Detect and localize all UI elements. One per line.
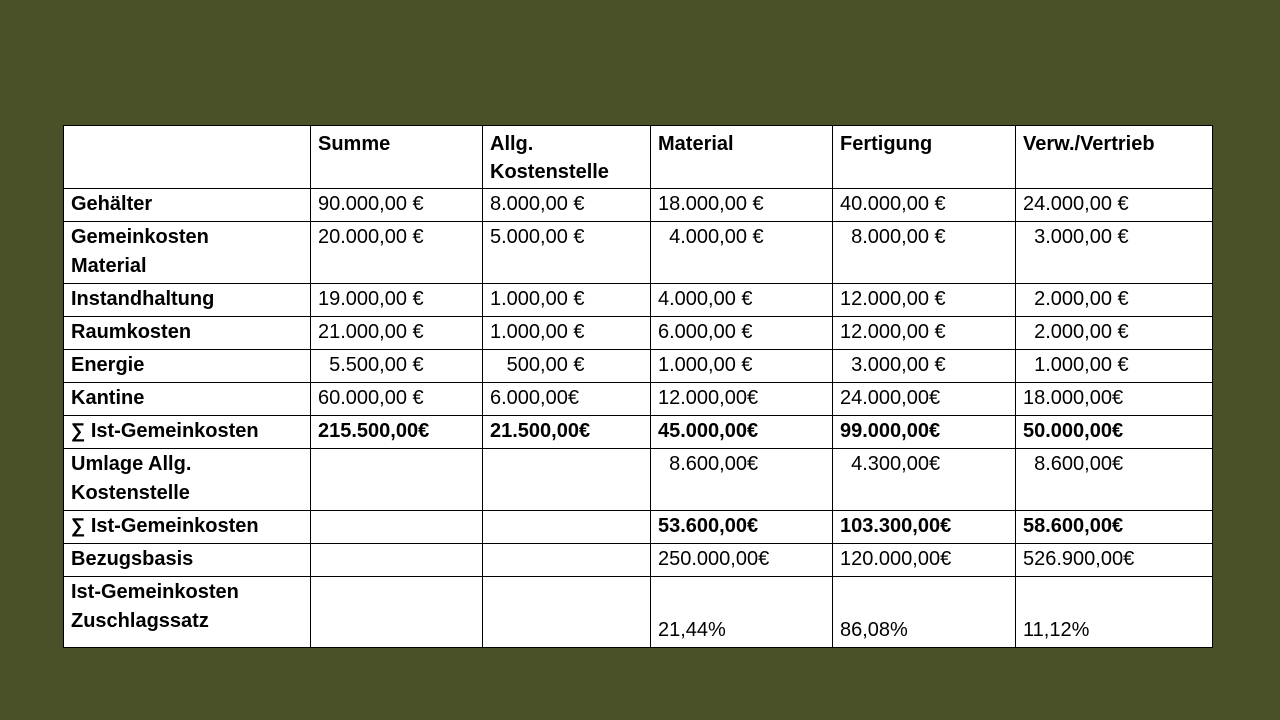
table-row — [64, 577, 1213, 648]
table-cell: 12.000,00 € — [833, 317, 1016, 350]
table-cell: 526.900,00€ — [1016, 544, 1213, 577]
table-cell — [483, 449, 651, 511]
table-cell: 3.000,00 € — [1016, 222, 1213, 284]
row-label: Instandhaltung — [64, 284, 311, 317]
table-cell: 20.000,00 € — [311, 222, 483, 284]
table-cell — [311, 544, 483, 577]
table-row — [64, 544, 1213, 577]
table-cell: 120.000,00€ — [833, 544, 1016, 577]
header-cell-allg-kostenstelle: Allg. Kostenstelle — [483, 126, 651, 189]
row-label: Gemeinkosten Material — [64, 222, 311, 284]
row-label: Raumkosten — [64, 317, 311, 350]
header-cell-summe: Summe — [311, 126, 483, 189]
table-cell — [483, 544, 651, 577]
table-cell: 58.600,00€ — [1016, 511, 1213, 544]
table-row — [64, 284, 1213, 317]
table-row — [64, 189, 1213, 222]
table-cell: 103.300,00€ — [833, 511, 1016, 544]
table-cell: 21.000,00 € — [311, 317, 483, 350]
table-cell — [311, 449, 483, 511]
header-cell-verw-vertrieb: Verw./Vertrieb — [1016, 126, 1213, 189]
table-cell: 12.000,00 € — [833, 284, 1016, 317]
table-cell — [311, 577, 483, 648]
header-row — [64, 126, 1213, 189]
table-cell: 6.000,00€ — [483, 383, 651, 416]
table-cell — [311, 511, 483, 544]
table-row — [64, 350, 1213, 383]
table-cell: 45.000,00€ — [651, 416, 833, 449]
table-cell: 500,00 € — [483, 350, 651, 383]
table-cell: 99.000,00€ — [833, 416, 1016, 449]
table-cell: 5.500,00 € — [311, 350, 483, 383]
table-cell: 250.000,00€ — [651, 544, 833, 577]
table-cell: 4.300,00€ — [833, 449, 1016, 511]
table-cell: 8.000,00 € — [483, 189, 651, 222]
table-row — [64, 416, 1213, 449]
table-cell: 2.000,00 € — [1016, 284, 1213, 317]
table-cell: 19.000,00 € — [311, 284, 483, 317]
row-label: Umlage Allg. Kostenstelle — [64, 449, 311, 511]
table-cell: 90.000,00 € — [311, 189, 483, 222]
table-cell: 1.000,00 € — [483, 317, 651, 350]
table-cell: 1.000,00 € — [483, 284, 651, 317]
table-cell: 21,44% — [651, 577, 833, 648]
header-cell-material: Material — [651, 126, 833, 189]
table-cell: 6.000,00 € — [651, 317, 833, 350]
table-cell: 11,12% — [1016, 577, 1213, 648]
table-cell: 8.600,00€ — [1016, 449, 1213, 511]
table-cell: 21.500,00€ — [483, 416, 651, 449]
table-cell: 40.000,00 € — [833, 189, 1016, 222]
row-label: Kantine — [64, 383, 311, 416]
table-cell: 1.000,00 € — [1016, 350, 1213, 383]
table-body — [64, 189, 1213, 648]
table-cell: 60.000,00 € — [311, 383, 483, 416]
table-cell: 24.000,00 € — [1016, 189, 1213, 222]
table-cell: 2.000,00 € — [1016, 317, 1213, 350]
row-label: Gehälter — [64, 189, 311, 222]
table-cell: 8.000,00 € — [833, 222, 1016, 284]
table-cell: 53.600,00€ — [651, 511, 833, 544]
table-cell: 4.000,00 € — [651, 284, 833, 317]
table-row — [64, 449, 1213, 511]
row-label: Bezugsbasis — [64, 544, 311, 577]
header-cell-fertigung: Fertigung — [833, 126, 1016, 189]
header-cell-empty — [64, 126, 311, 189]
table-cell: 86,08% — [833, 577, 1016, 648]
table-cell: 18.000,00 € — [651, 189, 833, 222]
row-label: ∑ Ist-Gemeinkosten — [64, 416, 311, 449]
table-cell: 1.000,00 € — [651, 350, 833, 383]
table-cell — [483, 577, 651, 648]
table-cell: 4.000,00 € — [651, 222, 833, 284]
table-cell: 3.000,00 € — [833, 350, 1016, 383]
table-row — [64, 383, 1213, 416]
table-cell: 8.600,00€ — [651, 449, 833, 511]
cost-allocation-table — [63, 125, 1213, 648]
table-cell: 215.500,00€ — [311, 416, 483, 449]
row-label: ∑ Ist-Gemeinkosten — [64, 511, 311, 544]
table-cell — [483, 511, 651, 544]
table-row — [64, 511, 1213, 544]
table-cell: 24.000,00€ — [833, 383, 1016, 416]
row-label: Ist-Gemeinkosten Zuschlagssatz — [64, 577, 311, 648]
row-label: Energie — [64, 350, 311, 383]
table-row — [64, 317, 1213, 350]
table-cell: 50.000,00€ — [1016, 416, 1213, 449]
table-cell: 5.000,00 € — [483, 222, 651, 284]
table-cell: 12.000,00€ — [651, 383, 833, 416]
table-cell: 18.000,00€ — [1016, 383, 1213, 416]
table-row — [64, 222, 1213, 284]
